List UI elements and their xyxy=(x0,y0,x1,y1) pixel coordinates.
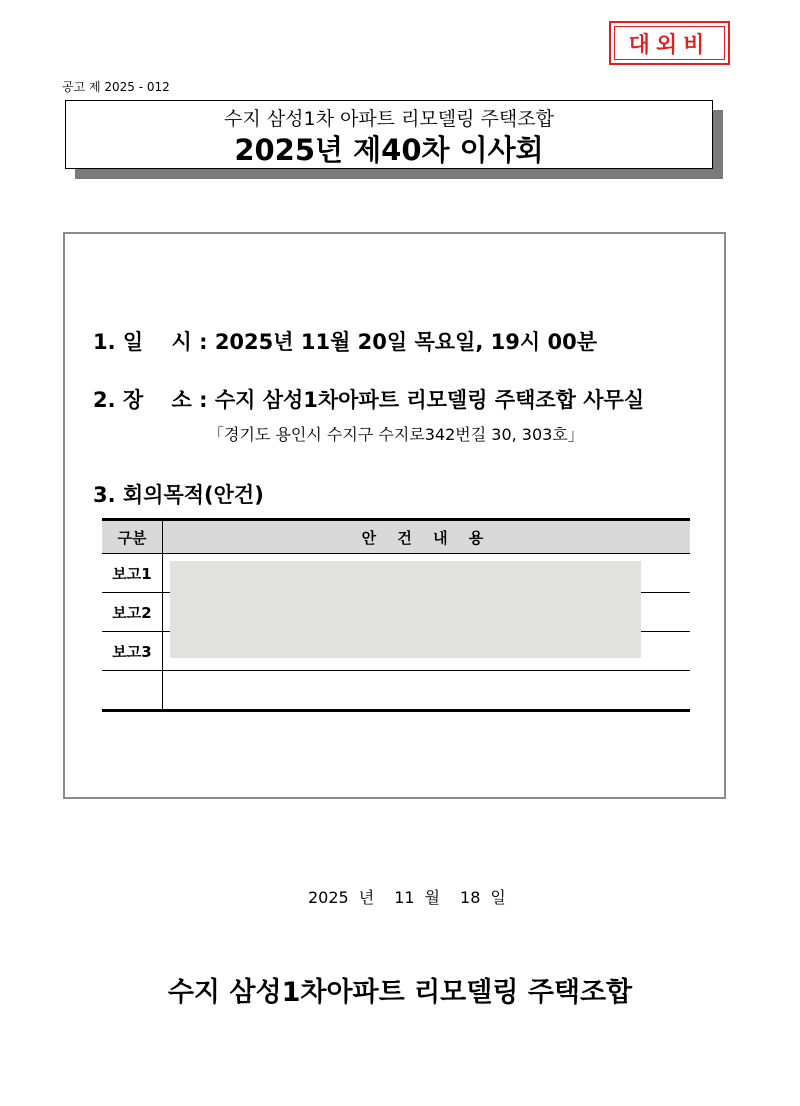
date-year-unit: 년 xyxy=(358,888,375,907)
table-row xyxy=(102,671,690,711)
row-category: 보고3 xyxy=(102,632,163,671)
organization-name: 수지 삼성1차아파트 리모델링 주택조합 xyxy=(167,977,633,1008)
content-frame xyxy=(63,232,726,799)
date-month-unit: 월 xyxy=(424,888,441,907)
table-header-row xyxy=(102,520,690,554)
item-label: 일 시 xyxy=(122,330,192,354)
date-day: 18 xyxy=(460,888,481,907)
item-label: 장 소 xyxy=(122,388,192,412)
date-year: 2025 xyxy=(308,888,349,907)
agenda-title: 3. 회의목적(안건) xyxy=(93,483,264,507)
redaction-block xyxy=(170,561,641,658)
item-location xyxy=(93,384,644,414)
date-day-unit: 일 xyxy=(490,888,506,907)
address: 「경기도 용인시 수지구 수지로342번길 30, 303호」 xyxy=(208,425,584,444)
date-month: 11 xyxy=(394,888,415,907)
notice-date xyxy=(308,885,516,908)
item-number: 1. xyxy=(93,330,116,354)
item-value: : 수지 삼성1차아파트 리모델링 주택조합 사무실 xyxy=(199,388,645,412)
column-header-category: 구분 xyxy=(102,520,163,554)
row-category xyxy=(102,671,163,711)
confidential-stamp xyxy=(609,21,730,65)
notice-number: 공고 제 2025 - 012 xyxy=(62,80,170,94)
item-datetime xyxy=(93,326,597,356)
stamp-text: 대외비 xyxy=(614,26,725,60)
row-content xyxy=(163,671,691,711)
item-number: 2. xyxy=(93,388,116,412)
row-category: 보고1 xyxy=(102,554,163,593)
title-subtitle: 수지 삼성1차 아파트 리모델링 주택조합 xyxy=(224,108,554,130)
title-box xyxy=(65,100,713,169)
column-header-content: 안 건 내 용 xyxy=(163,520,691,554)
row-category: 보고2 xyxy=(102,593,163,632)
page-title: 2025년 제40차 이사회 xyxy=(234,133,544,167)
item-value: : 2025년 11월 20일 목요일, 19시 00분 xyxy=(199,330,597,354)
